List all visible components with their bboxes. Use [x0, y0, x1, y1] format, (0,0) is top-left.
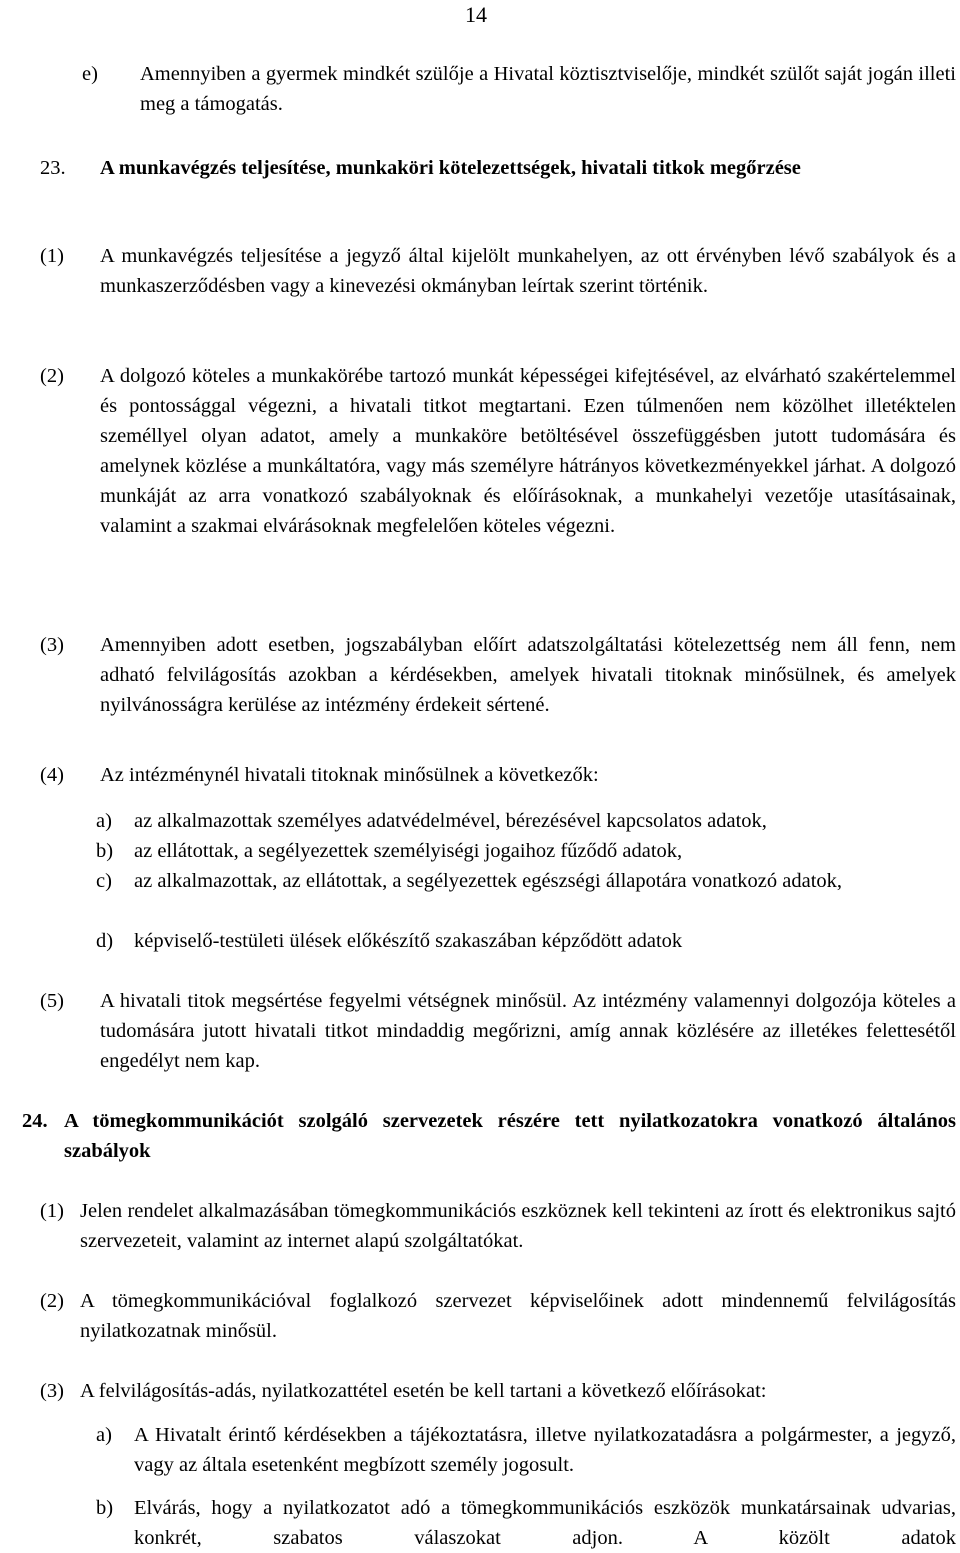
para-23-2-text: A dolgozó köteles a munkakörébe tartozó munkát képességei kifejtésével, az elvárható szakértelemmel és pontossággal végezni, a hivatali titkot megtartani. Ezen túlmenően nem közölhet illetéktelen személlyel olyan adatot, amely a munkaköre betöltésével összefüggésben jutott tudomására és amelynek közlése a munkáltatóra, vagy más személyre hátrányos következményekkel járhat. A dolgozó munkáját az arra vonatkozó szabályoknak és előírásoknak, a munkahelyi vezetője utasításainak, valamint a szakmai elvárásoknak megfelelően köteles végezni.	[100, 365, 956, 537]
list-23-a-text: az alkalmazottak személyes adatvédelmével, bérezésével kapcsolatos adatok,	[134, 810, 767, 832]
section-23-title: A munkavégzés teljesítése, munkaköri kötelezettségek, hivatali titkok megőrzése	[100, 157, 801, 179]
list-23-d-label: d)	[96, 930, 114, 952]
list-24-a-text: A Hivatalt érintő kérdésekben a tájékoztatásra, illetve nyilatkozatadásra a polgármester, a jegyző, vagy az általa esetenként megbízott személy jogosult.	[134, 1424, 956, 1476]
list-24-a-label: a)	[96, 1424, 112, 1446]
para-23-1-text: A munkavégzés teljesítése a jegyző által kijelölt munkahelyen, az ott érvényben lévő szabályok és a munkaszerződésben vagy a kinevezési okmányban leírtak szerint történik.	[100, 245, 956, 297]
para-23-1-label: (1)	[40, 245, 64, 267]
para-23-3-text: Amennyiben adott esetben, jogszabályban előírt adatszolgáltatási kötelezettség nem áll fenn, nem adható felvilágosítás azokban a kérdésekben, amelyek hivatali titoknak minősülnek, és amelyek nyilvánosságra kerülése az intézmény érdekeit sértené.	[100, 634, 956, 716]
list-23-c-text: az alkalmazottak, az ellátottak, a segélyezettek egészségi állapotára vonatkozó adatok,	[134, 870, 843, 892]
para-23-4-text: Az intézménynél hivatali titoknak minősülnek a következők:	[100, 764, 599, 786]
item-e-text: Amennyiben a gyermek mindkét szülője a Hivatal köztisztviselője, mindkét szülőt saját jogán illeti meg a támogatás.	[140, 63, 956, 115]
list-23-b-text: az ellátottak, a segélyezettek személyiségi jogaihoz fűződő adatok,	[134, 840, 683, 862]
page-number: 14	[465, 2, 487, 27]
para-23-3-label: (3)	[40, 634, 64, 656]
section-24-title: A tömegkommunikációt szolgáló szervezetek részére tett nyilatkozatokra vonatkozó általános szabályok	[64, 1110, 956, 1162]
list-24-b-text: Elvárás, hogy a nyilatkozatot adó a tömegkommunikációs eszközök munkatársainak udvarias, konkrét, szabatos válaszokat adjon. A közölt adatok	[134, 1497, 956, 1549]
para-23-4-label: (4)	[40, 764, 64, 786]
para-23-2-label: (2)	[40, 365, 64, 387]
item-e-label: e)	[82, 63, 98, 85]
para-24-1-text: Jelen rendelet alkalmazásában tömegkommunikációs eszköznek kell tekinteni az írott és elektronikus sajtó szervezeteit, valamint az internet alapú szolgáltatókat.	[80, 1200, 956, 1252]
list-24-b-label: b)	[96, 1497, 114, 1519]
list-23-d-text: képviselő-testületi ülések előkészítő szakaszában képződött adatok	[134, 930, 683, 952]
para-24-1-label: (1)	[40, 1200, 64, 1222]
para-24-3-text: A felvilágosítás-adás, nyilatkozattétel esetén be kell tartani a következő előírásokat:	[80, 1380, 767, 1402]
para-24-2-text: A tömegkommunikációval foglalkozó szervezet képviselőinek adott mindennemű felvilágosítás nyilatkozatnak minősül.	[80, 1290, 956, 1342]
list-23-a-label: a)	[96, 810, 112, 832]
section-23-number: 23.	[40, 157, 66, 179]
section-24-number: 24.	[22, 1110, 48, 1132]
para-24-2-label: (2)	[40, 1290, 64, 1312]
list-23-c-label: c)	[96, 870, 112, 892]
list-23-b-label: b)	[96, 840, 114, 862]
para-23-5-text: A hivatali titok megsértése fegyelmi vétségnek minősül. Az intézmény valamennyi dolgozója köteles a tudomására jutott hivatali titkot mindaddig megőrizni, amíg annak közlésére az illetékes felettesétől engedélyt nem kap.	[100, 990, 956, 1072]
para-24-3-label: (3)	[40, 1380, 64, 1402]
para-23-5-label: (5)	[40, 990, 64, 1012]
